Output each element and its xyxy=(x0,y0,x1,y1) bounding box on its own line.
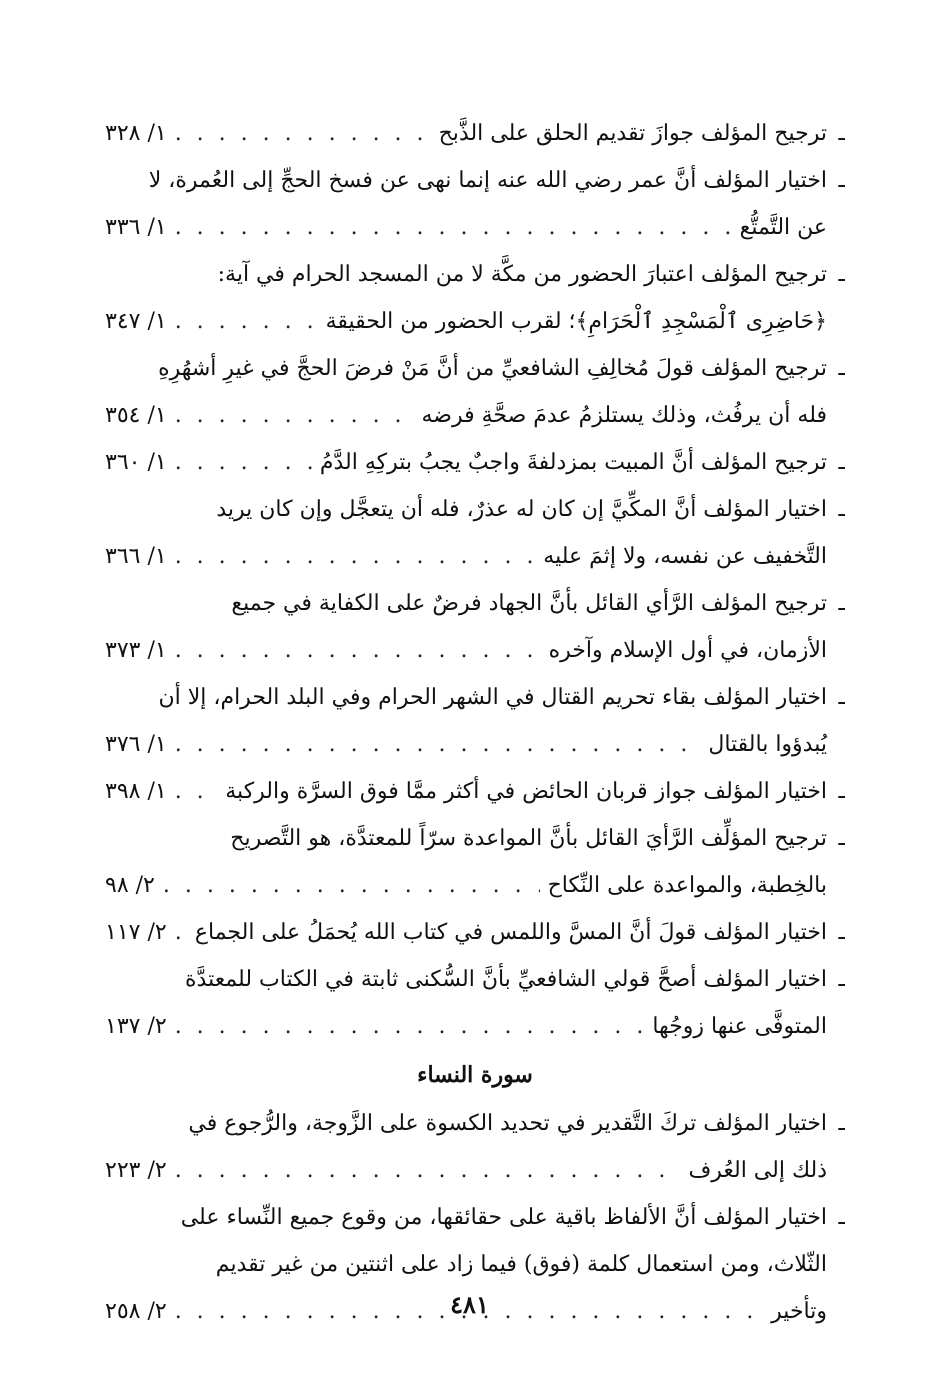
entry-text: ـ اختيار المؤلف بقاء تحريم القتال في الشهر الحرام وفي البلد الحرام، إلا أن xyxy=(158,685,827,710)
entry-line xyxy=(105,1241,845,1288)
entry-text: المتوفَّى عنها زوجُها xyxy=(652,1014,827,1039)
dot-leader xyxy=(175,1147,681,1194)
dot-leader xyxy=(175,298,318,345)
entry-text: ـ ترجيح المؤلف قولَ مُخالِفِ الشافعيِّ من أنَّ مَنْ فرضَ الحجَّ في غيرِ أشهُرِهِ xyxy=(158,356,827,381)
entry-line xyxy=(105,909,845,956)
index-entry xyxy=(105,345,845,439)
entry-text: بالخِطبة، والمواعدة على النِّكاح xyxy=(547,873,827,898)
entry-text: ـ اختيار المؤلف أنَّ الألفاظ باقية على حقائقها، من وقوع جميع النِّساء على xyxy=(180,1205,827,1230)
index-entry xyxy=(105,580,845,674)
entry-text: ـ ترجيح المؤلف أنَّ المبيت بمزدلفةَ واجبٌ يجبُ بتركِهِ الدَّمُ xyxy=(319,450,827,475)
entry-text: ـ اختيار المؤلف قولَ أنَّ المسَّ واللمس في كتاب الله يُحمَلُ على الجماع xyxy=(194,920,827,945)
volume-page-ref: ٢/ ١١٧ xyxy=(105,920,167,945)
dot-leader xyxy=(175,768,218,815)
entry-line xyxy=(105,768,845,815)
entry-line xyxy=(105,204,845,251)
entry-text: الثّلاث، ومن استعمال كلمة (فوق) فيما زاد على اثنتين من غير تقديم xyxy=(215,1252,827,1277)
entry-text: ﴿حَاضِرِى ٱلْمَسْجِدِ ٱلْحَرَامِ﴾؛ لقرب الحضور من الحقيقة xyxy=(325,309,827,334)
dot-leader xyxy=(175,1003,645,1050)
entry-line xyxy=(105,627,845,674)
entry-line xyxy=(105,298,845,345)
dot-leader xyxy=(175,627,541,674)
volume-page-ref: ١/ ٣٥٤ xyxy=(105,403,167,428)
dot-leader xyxy=(175,721,701,768)
entry-text: التَّخفيف عن نفسه، ولا إثمَ عليه xyxy=(543,544,827,569)
volume-page-ref: ١/ ٣٣٦ xyxy=(105,215,167,240)
volume-page-ref: ١/ ٣٤٧ xyxy=(105,309,167,334)
volume-page-ref: ٢/ ٢٢٣ xyxy=(105,1158,167,1183)
entry-text: ـ اختيار المؤلف أنَّ المكِّيَّ إن كان له عذرٌ، فله أن يتعجَّل وإن كان يريد xyxy=(216,497,827,522)
volume-page-ref: ١/ ٣٧٦ xyxy=(105,732,167,757)
volume-page-ref: ١/ ٣٧٣ xyxy=(105,638,167,663)
entry-line xyxy=(105,1003,845,1050)
entry-line xyxy=(105,1194,845,1241)
index-entry xyxy=(105,110,845,157)
volume-page-ref: ١/ ٣٦٠ xyxy=(105,450,167,475)
entry-line xyxy=(105,533,845,580)
entry-text: يُبدؤوا بالقتال xyxy=(708,732,827,757)
volume-page-ref: ١/ ٣٢٨ xyxy=(105,121,167,146)
index-entry xyxy=(105,486,845,580)
entry-text: الأزمان، في أول الإسلام وآخره xyxy=(548,638,827,663)
entry-line xyxy=(105,157,845,204)
dot-leader xyxy=(175,110,431,157)
index-entry xyxy=(105,909,845,956)
entry-text: ـ اختيار المؤلف أصحَّ قولي الشافعيِّ بأنَّ السُّكنى ثابتة في الكتاب للمعتدَّة xyxy=(185,967,827,992)
entry-text: ـ ترجيح المؤلف اعتبارَ الحضور من مكَّة لا من المسجد الحرام في آية: xyxy=(217,262,827,287)
entry-line xyxy=(105,110,845,157)
index-entry xyxy=(105,768,845,815)
volume-page-ref: ٢/ ١٣٧ xyxy=(105,1014,167,1039)
dot-leader xyxy=(175,439,312,486)
entry-line xyxy=(105,1100,845,1147)
entry-line xyxy=(105,392,845,439)
entries-list xyxy=(105,110,845,1335)
entry-line xyxy=(105,251,845,298)
entry-line xyxy=(105,956,845,1003)
entry-text: ـ ترجيح المؤلف الرَّأي القائل بأنَّ الجهاد فرضٌ على الكفاية في جميع xyxy=(231,591,827,616)
entry-line xyxy=(105,815,845,862)
entry-text: ـ ترجيح المؤلف جوازَ تقديم الحلق على الذَّبح xyxy=(438,121,827,146)
entry-text: ـ ترجيح المؤلِّف الرَّأيَ القائل بأنَّ المواعدة سرّاً للمعتدَّة، هو التَّصريح xyxy=(230,826,827,851)
index-entry xyxy=(105,956,845,1050)
dot-leader xyxy=(175,533,536,580)
section-heading: سورة النساء xyxy=(417,1062,533,1088)
index-entry xyxy=(105,674,845,768)
page-number: ٤٨١ xyxy=(450,1290,489,1319)
dot-leader xyxy=(175,392,414,439)
index-entry xyxy=(105,251,845,345)
volume-page-ref: ٢/ ٩٨ xyxy=(105,873,155,898)
entry-text: ـ اختيار المؤلف أنَّ عمر رضي الله عنه إنما نهى عن فسخ الحجِّ إلى العُمرة، لا xyxy=(148,168,827,193)
entry-text: فله أن يرفُث، وذلك يستلزمُ عدمَ صحَّةِ فرضه xyxy=(421,403,827,428)
volume-page-ref: ١/ ٣٦٦ xyxy=(105,544,167,569)
entries-before-section xyxy=(105,110,845,1050)
entry-line xyxy=(105,439,845,486)
volume-page-ref: ٢/ ٢٥٨ xyxy=(105,1299,167,1324)
entry-line xyxy=(105,862,845,909)
dot-leader xyxy=(175,204,732,251)
entry-text: عن التَّمتُّع xyxy=(739,215,827,240)
entry-text: وتأخير xyxy=(771,1299,827,1324)
entry-line xyxy=(105,486,845,533)
index-entry xyxy=(105,815,845,909)
index-entry xyxy=(105,439,845,486)
volume-page-ref: ١/ ٣٩٨ xyxy=(105,779,167,804)
entry-line xyxy=(105,721,845,768)
dot-leader xyxy=(175,909,187,956)
dot-leader xyxy=(163,862,540,909)
index-entry xyxy=(105,1100,845,1194)
index-entry xyxy=(105,157,845,251)
entry-line xyxy=(105,674,845,721)
entry-text: ذلك إلى العُرف xyxy=(688,1158,827,1183)
entry-text: ـ اختيار المؤلف تركَ التَّقدير في تحديد الكسوة على الزَّوجة، والرُّجوع في xyxy=(188,1111,827,1136)
entry-text: ـ اختيار المؤلف جواز قربان الحائض في أكثر ممَّا فوق السرَّة والركبة xyxy=(225,779,827,804)
entry-line xyxy=(105,580,845,627)
entry-line xyxy=(105,345,845,392)
entry-line xyxy=(105,1147,845,1194)
